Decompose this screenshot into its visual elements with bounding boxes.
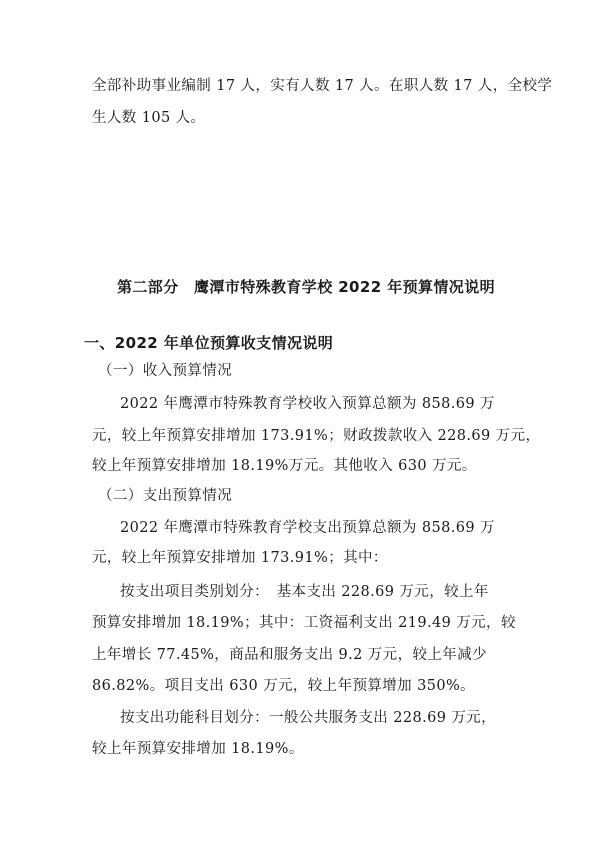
category-line-3: 上年增长 77.45%，商品和服务支出 9.2 万元，较上年减少	[92, 647, 487, 663]
income-line-1: 2022 年鹰潭市特殊教育学校收入预算总额为 858.69 万	[120, 396, 495, 412]
category-line-2: 预算安排增加 18.19%；其中：工资福利支出 219.49 万元，较	[92, 615, 516, 631]
expense-line-2: 元，较上年预算安排增加 173.91%；其中：	[92, 550, 388, 566]
category-line-1: 按支出项目类别划分： 基本支出 228.69 万元，较上年	[120, 584, 489, 600]
intro-line-1: 全部补助事业编制 17 人，实有人数 17 人。在职人数 17 人，全校学	[92, 78, 553, 94]
section-heading: 一、2022 年单位预算收支情况说明	[84, 334, 334, 352]
income-line-2: 元，较上年预算安排增加 173.91%；财政拨款收入 228.69 万元，	[92, 428, 541, 444]
expense-line-1: 2022 年鹰潭市特殊教育学校支出预算总额为 858.69 万	[120, 520, 495, 536]
expense-heading: （二）支出预算情况	[98, 488, 233, 504]
part-heading: 第二部分 鹰潭市特殊教育学校 2022 年预算情况说明	[117, 278, 495, 296]
function-line-2: 较上年预算安排增加 18.19%。	[92, 741, 304, 757]
category-line-4: 86.82%。项目支出 630 万元，较上年预算增加 350%。	[92, 678, 476, 694]
intro-line-2: 生人数 105 人。	[92, 110, 206, 126]
income-line-3: 较上年预算安排增加 18.19%万元。其他收入 630 万元。	[92, 458, 477, 474]
income-heading: （一）收入预算情况	[98, 363, 233, 379]
function-line-1: 按支出功能科目划分：一般公共服务支出 228.69 万元，	[120, 710, 497, 726]
